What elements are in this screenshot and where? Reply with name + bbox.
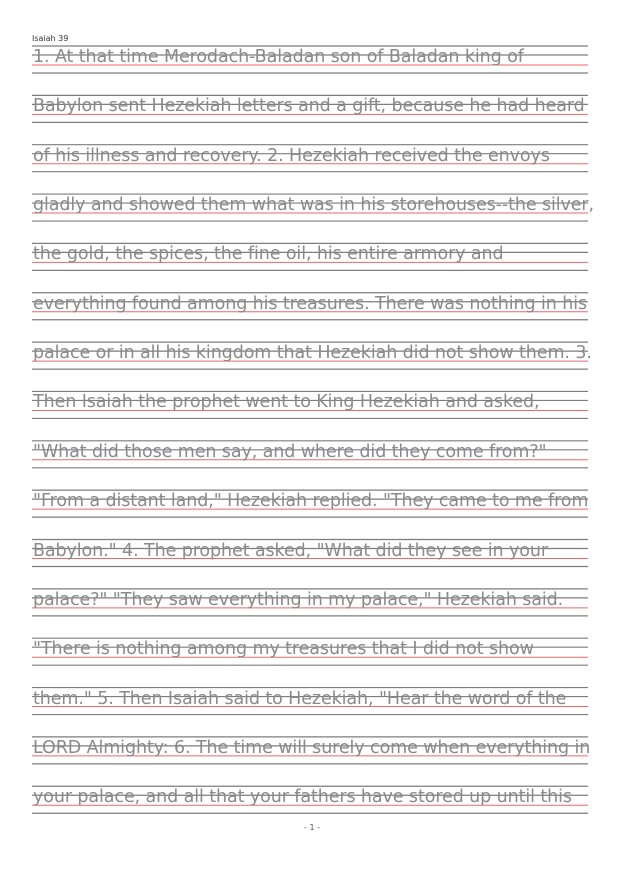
practice-line: "From a distant land," Hezekiah replied. "They came to me from (33, 491, 589, 512)
practice-line: gladly and showed them what was in his storehouses--the silver, (33, 195, 594, 216)
practice-line: Babylon." 4. The prophet asked, "What did they see in your (33, 540, 548, 561)
practice-line: the gold, the spices, the fine oil, his entire armory and (33, 244, 504, 265)
practice-line: of his illness and recovery. 2. Hezekiah received the envoys (33, 145, 550, 166)
page-header: Isaiah 39 (32, 34, 69, 43)
practice-line: "What did those men say, and where did they come from?" (33, 441, 547, 462)
practice-line: Babylon sent Hezekiah letters and a gift, because he had heard (33, 96, 585, 117)
practice-line: "There is nothing among my treasures that I did not show (33, 639, 534, 660)
page-number: - 1 - (304, 823, 320, 832)
practice-line: palace?" "They saw everything in my palace," Hezekiah said. (33, 589, 564, 610)
practice-line: 1. At that time Merodach-Baladan son of Baladan king of (33, 47, 524, 67)
practice-line: them." 5. Then Isaiah said to Hezekiah, "Hear the word of the (33, 688, 567, 709)
practice-line: LORD Almighty: 6. The time will surely come when everything in (33, 737, 591, 758)
practice-line: your palace, and all that your fathers have stored up until this (33, 787, 572, 808)
practice-line: Then Isaiah the prophet went to King Hezekiah and asked, (33, 392, 540, 413)
practice-line: palace or in all his kingdom that Hezekiah did not show them. 3. (33, 343, 592, 364)
practice-line: everything found among his treasures. There was nothing in his (33, 293, 587, 314)
